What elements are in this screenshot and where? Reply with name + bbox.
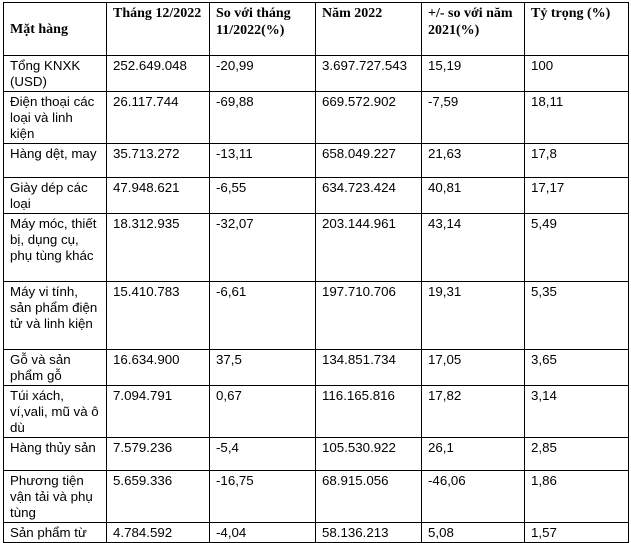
cell-item: Máy vi tính, sản phẩm điện tử và linh kiện — [4, 282, 107, 350]
table-row — [4, 178, 629, 214]
cell-year: 669.572.902 — [316, 92, 422, 144]
cell-year: 68.915.056 — [316, 471, 422, 523]
table-row — [4, 92, 629, 144]
cell-month: 15.410.783 — [107, 282, 210, 350]
cell-vs-year: -46,06 — [422, 471, 525, 523]
cell-vs-month: -32,07 — [210, 214, 316, 282]
cell-vs-month: -16,75 — [210, 471, 316, 523]
cell-share: 1,57 — [525, 523, 629, 543]
cell-item: Phương tiện vận tải và phụ tùng — [4, 471, 107, 523]
cell-item: Hàng thủy sản — [4, 438, 107, 471]
cell-vs-month: 0,67 — [210, 386, 316, 438]
table-row — [4, 350, 629, 386]
table-row — [4, 471, 629, 523]
cell-item: Gỗ và sản phẩm gỗ — [4, 350, 107, 386]
cell-vs-year: 15,19 — [422, 56, 525, 92]
table-row — [4, 386, 629, 438]
cell-share: 3,65 — [525, 350, 629, 386]
table-row — [4, 523, 629, 543]
cell-item: Hàng dệt, may — [4, 144, 107, 178]
cell-item: Tổng KNXK (USD) — [4, 56, 107, 92]
cell-item: Sản phẩm từ — [4, 523, 107, 543]
cell-year: 116.165.816 — [316, 386, 422, 438]
cell-vs-year: 21,63 — [422, 144, 525, 178]
cell-month: 26.117.744 — [107, 92, 210, 144]
cell-vs-month: -13,11 — [210, 144, 316, 178]
cell-vs-month: 37,5 — [210, 350, 316, 386]
cell-year: 197.710.706 — [316, 282, 422, 350]
cell-year: 658.049.227 — [316, 144, 422, 178]
header-vs-month: So với tháng 11/2022(%) — [210, 3, 316, 56]
table-row — [4, 438, 629, 471]
cell-month: 18.312.935 — [107, 214, 210, 282]
cell-month: 4.784.592 — [107, 523, 210, 543]
table-row — [4, 56, 629, 92]
cell-vs-year: 5,08 — [422, 523, 525, 543]
cell-year: 134.851.734 — [316, 350, 422, 386]
cell-year: 634.723.424 — [316, 178, 422, 214]
cell-item: Giày dép các loại — [4, 178, 107, 214]
cell-year: 3.697.727.543 — [316, 56, 422, 92]
header-year: Năm 2022 — [316, 3, 422, 56]
cell-vs-year: -7,59 — [422, 92, 525, 144]
cell-vs-month: -69,88 — [210, 92, 316, 144]
cell-month: 7.579.236 — [107, 438, 210, 471]
cell-month: 47.948.621 — [107, 178, 210, 214]
cell-share: 2,85 — [525, 438, 629, 471]
cell-vs-month: -4,04 — [210, 523, 316, 543]
cell-share: 5,35 — [525, 282, 629, 350]
header-item: Mặt hàng — [4, 3, 107, 56]
cell-year: 105.530.922 — [316, 438, 422, 471]
cell-share: 100 — [525, 56, 629, 92]
cell-year: 203.144.961 — [316, 214, 422, 282]
cell-share: 17,17 — [525, 178, 629, 214]
cell-vs-month: -20,99 — [210, 56, 316, 92]
cell-month: 16.634.900 — [107, 350, 210, 386]
cell-month: 35.713.272 — [107, 144, 210, 178]
cell-share: 17,8 — [525, 144, 629, 178]
cell-share: 1,86 — [525, 471, 629, 523]
cell-item: Túi xách, ví,vali, mũ và ô dù — [4, 386, 107, 438]
cell-vs-month: -5,4 — [210, 438, 316, 471]
export-table — [3, 2, 629, 543]
table-header-row — [4, 3, 629, 56]
cell-vs-month: -6,55 — [210, 178, 316, 214]
cell-share: 18,11 — [525, 92, 629, 144]
cell-month: 5.659.336 — [107, 471, 210, 523]
cell-share: 3,14 — [525, 386, 629, 438]
header-month: Tháng 12/2022 — [107, 3, 210, 56]
cell-year: 58.136.213 — [316, 523, 422, 543]
cell-vs-year: 19,31 — [422, 282, 525, 350]
table-row — [4, 214, 629, 282]
cell-item: Máy móc, thiết bị, dụng cụ, phụ tùng khác — [4, 214, 107, 282]
cell-vs-year: 17,05 — [422, 350, 525, 386]
table-row — [4, 282, 629, 350]
cell-vs-year: 40,81 — [422, 178, 525, 214]
header-share: Tỷ trọng (%) — [525, 3, 629, 56]
table-row — [4, 144, 629, 178]
cell-vs-month: -6,61 — [210, 282, 316, 350]
cell-share: 5,49 — [525, 214, 629, 282]
cell-vs-year: 43,14 — [422, 214, 525, 282]
cell-vs-year: 17,82 — [422, 386, 525, 438]
cell-month: 7.094.791 — [107, 386, 210, 438]
header-vs-year: +/- so với năm 2021(%) — [422, 3, 525, 56]
cell-item: Điện thoại các loại và linh kiện — [4, 92, 107, 144]
cell-vs-year: 26,1 — [422, 438, 525, 471]
cell-month: 252.649.048 — [107, 56, 210, 92]
